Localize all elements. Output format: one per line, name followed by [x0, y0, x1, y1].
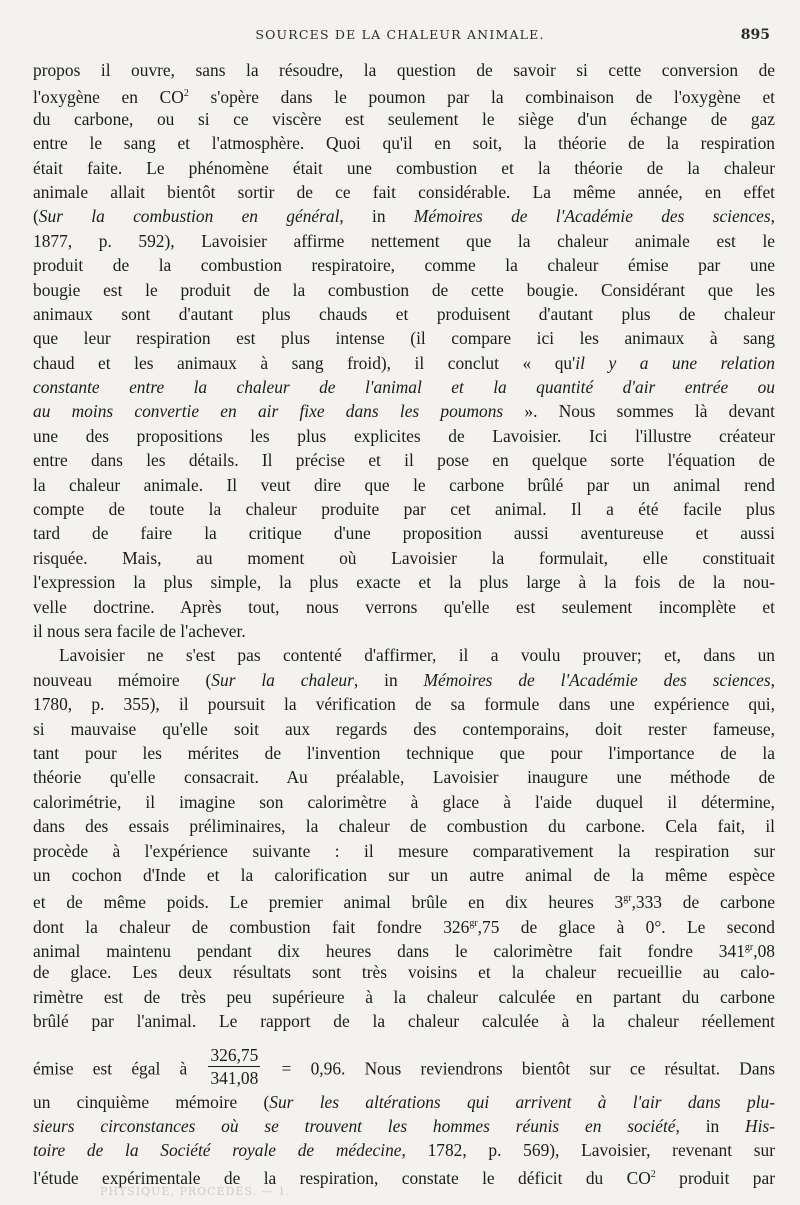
text-line: la chaleur animale. Il veut dire que le carbone brûlé par un animal rend: [33, 474, 775, 495]
text-line: animaux sont d'autant plus chauds et produisent d'autant plus de chaleur: [33, 303, 775, 324]
text-line: nouveau mémoire (Sur la chaleur, in Mémoires de l'Académie des sciences,: [33, 669, 775, 690]
text-line: que leur respiration est plus intense (il compare ici les animaux à sang: [33, 328, 775, 349]
text-line: 1780, p. 355), il poursuit la vérification de sa formule dans une expérience qui,: [33, 694, 775, 715]
fraction-line: [33, 1034, 775, 1090]
text-line: si mauvaise qu'elle soit aux regards des contemporains, doit rester fameuse,: [33, 718, 775, 739]
text-line: animal maintenu pendant dix heures dans le calorimètre fait fondre $341^{gr},08$: [33, 940, 775, 961]
fraction-denominator: 341,08: [210, 1067, 259, 1088]
fraction-line-text: [33, 1044, 776, 1093]
text-line: rimètre est de très peu supérieure à la chaleur calculée en partant du carbone: [33, 986, 775, 1007]
text-line: brûlé par l'animal. Le rapport de la chaleur calculée à la chaleur réellement: [33, 1011, 775, 1032]
text-line: au moins convertie en air fixe dans les poumons ». Nous sommes là devant: [33, 401, 775, 422]
fraction-after: = 0,96. Nous reviendrons bientôt sur ce résultat. Dans: [281, 1058, 776, 1079]
text-line: entre le sang et l'atmosphère. Quoi qu'il en soit, la théorie de la respiration: [33, 133, 775, 154]
text-line: du carbone, ou si ce viscère est seulement le siège d'un échange de gaz: [33, 108, 775, 129]
text-line: il nous sera facile de l'achever.: [33, 620, 246, 641]
text-line: calorimétrie, il imagine son calorimètre à glace à l'aide duquel il détermine,: [33, 791, 775, 812]
fraction-numerator: 326,75: [210, 1044, 259, 1065]
running-head: [0, 27, 800, 47]
text-line: bougie est le produit de la combustion de cette bougie. Considérant que les: [33, 279, 775, 300]
text-line: constante entre la chaleur de l'animal et la quantité d'air entrée ou: [33, 377, 775, 398]
text-line: l'oxygène en $CO^2$ s'opère dans le poumon par la combinaison de l'oxygène et: [33, 87, 775, 108]
text-line: était faite. Le phénomène était une combustion et la théorie de la chaleur: [33, 157, 775, 178]
text-line: chaud et les animaux à sang froid), il conclut « qu'il y a une relation: [33, 352, 775, 373]
text-line: tant pour les mérites de l'invention technique que pour l'importance de la: [33, 742, 775, 763]
text-line: théorie qu'elle consacrait. Au préalable, Lavoisier inaugure une méthode de: [33, 767, 775, 788]
text-line: propos il ouvre, sans la résoudre, la question de savoir si cette conversion de: [33, 60, 775, 80]
text-line: un cochon d'Inde et la calorification sur un autre animal de la même espèce: [33, 864, 775, 885]
fraction: [208, 1044, 260, 1089]
text-line: sieurs circonstances où se trouvent les hommes réunis en société, in His-: [33, 1116, 775, 1137]
bleed-through-text: PHYSIQUE, PROCÉDÉS. — 1.: [100, 1185, 291, 1198]
text-line: procède à l'expérience suivante : il mesure comparativement la respiration sur: [33, 840, 775, 861]
text-line: risquée. Mais, au moment où Lavoisier la formulait, elle constituait: [33, 547, 775, 568]
text-line: (Sur la combustion en général, in Mémoires de l'Académie des sciences,: [33, 206, 775, 227]
text-line: l'expression la plus simple, la plus exacte et la plus large à la fois de la nou-: [33, 572, 775, 593]
text-line: l'étude expérimentale de la respiration, constate le déficit du $CO^2$ produit par: [33, 1167, 775, 1188]
text-line: toire de la Société royale de médecine, 1782, p. 569), Lavoisier, revenant sur: [33, 1140, 776, 1161]
text-line: et de même poids. Le premier animal brûle en dix heures $3^{gr},333$ de carbone: [33, 892, 775, 913]
text-line: tard de faire la critique d'une proposition aussi aventureuse et aussi: [33, 523, 775, 544]
text-line: 1877, p. 592), Lavoisier affirme nettement que la chaleur animale est le: [33, 230, 775, 251]
fraction-before: émise est égal à: [33, 1058, 188, 1079]
text-line: dans des essais préliminaires, la chaleur de combustion du carbone. Cela fait, il: [33, 816, 775, 837]
text-line: une des propositions les plus explicites de Lavoisier. Ici l'illustre créateur: [33, 425, 775, 446]
text-line: dont la chaleur de combustion fait fondre $326^{gr},75$ de glace à 0°. Le second: [33, 916, 775, 937]
text-line: de glace. Les deux résultats sont très voisins et la chaleur recueillie au calo-: [33, 962, 775, 983]
text-line: un cinquième mémoire (Sur les altérations qui arrivent à l'air dans plu-: [33, 1091, 775, 1112]
text-line: compte de toute la chaleur produite par cet animal. Il a été facile plus: [33, 499, 775, 520]
running-head-title: SOURCES DE LA CHALEUR ANIMALE.: [255, 27, 545, 42]
text-line: animale allait bientôt sortir de ce fait considérable. La même année, en effet: [33, 181, 775, 202]
body-text: [33, 58, 775, 1187]
text-line: Lavoisier ne s'est pas contenté d'affirmer, il a voulu prouver; et, dans un: [59, 645, 775, 666]
text-line: produit de la combustion respiratoire, comme la chaleur émise par une: [33, 255, 775, 276]
text-line: velle doctrine. Après tout, nous verrons qu'elle est seulement incomplète et: [33, 596, 775, 617]
text-line: entre dans les détails. Il précise et il pose en quelque sorte l'équation de: [33, 450, 775, 471]
page-number: 895: [740, 27, 770, 43]
